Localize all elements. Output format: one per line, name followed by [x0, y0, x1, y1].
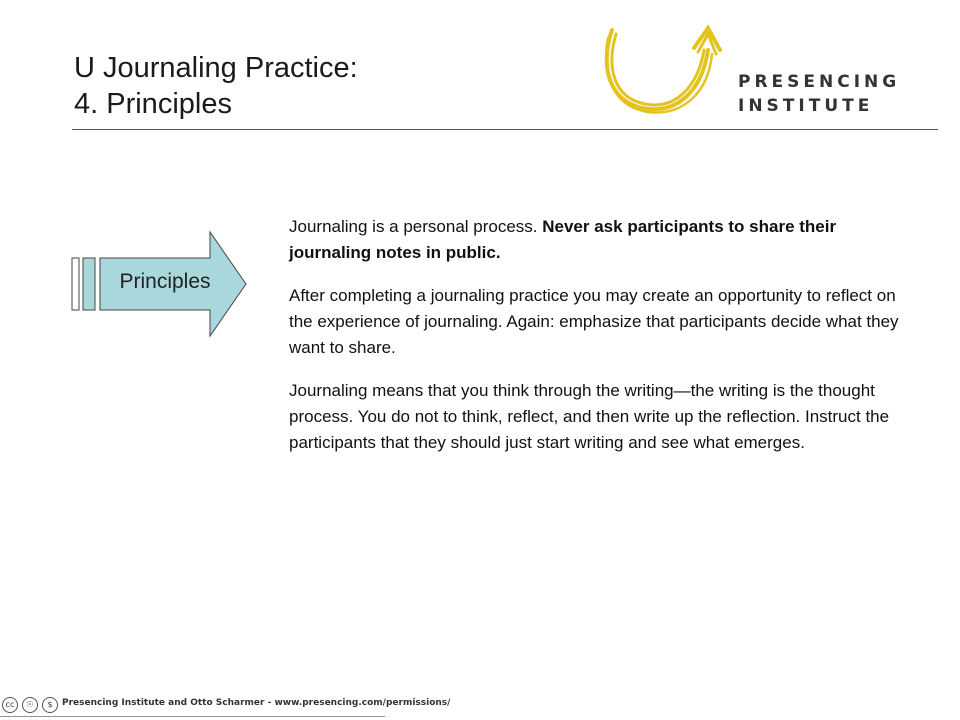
- footer-credit: Presencing Institute and Otto Scharmer - www.presencing.com/permissions/: [62, 698, 451, 708]
- paragraph-1-text: Journaling is a personal process.: [289, 217, 543, 236]
- attribution-icon: ☉: [22, 697, 38, 713]
- presencing-logo-text: [738, 70, 900, 118]
- paragraph-1: [289, 214, 919, 266]
- slide-title-line-2: 4. Principles: [74, 88, 232, 120]
- content-body: [289, 214, 919, 473]
- paragraph-3: Journaling means that you think through the writing—the writing is the thought process. You do not to think, reflect, and then write up the reflection. Instruct the participants that they should just start writing and see what emerges.: [289, 381, 890, 452]
- license-icons: [2, 696, 62, 714]
- logo-line-2: INSTITUTE: [738, 96, 874, 116]
- paragraph-2: After completing a journaling practice you may create an opportunity to reflect on the experience of journaling. Again: emphasize that participants decide what they want to share.: [289, 286, 899, 357]
- slide-title-line-1: U Journaling Practice:: [74, 52, 358, 84]
- noncommercial-icon: $: [42, 697, 58, 713]
- logo-line-1: PRESENCING: [738, 72, 901, 92]
- paragraph-1-emphasis: Never ask participants to share their journaling notes in public.: [289, 217, 837, 262]
- footer-divider: [0, 716, 385, 717]
- principles-label: Principles: [119, 270, 211, 293]
- license-footer: [0, 690, 451, 718]
- creative-commons-icon: cc: [2, 697, 18, 713]
- presencing-logo-icon: [590, 20, 730, 120]
- slide-title: [74, 50, 358, 122]
- title-divider: [72, 129, 938, 130]
